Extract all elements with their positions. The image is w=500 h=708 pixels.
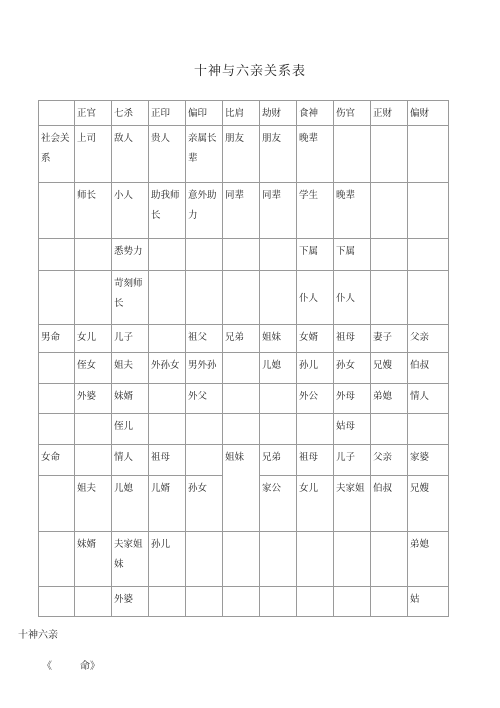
table-cell: 祖父 [186, 325, 223, 353]
table-cell: 敌人 [112, 126, 149, 183]
row-group-label: 男命 [39, 325, 75, 353]
table-cell: 父亲 [371, 445, 408, 476]
table-row [39, 183, 449, 239]
row-group-label [39, 271, 75, 325]
row-group-label [39, 239, 75, 271]
table-cell: 儿子 [112, 325, 149, 353]
table-cell [186, 445, 223, 476]
table-cell: 姐妹 [260, 325, 297, 353]
footer-book-title-open: 《 [42, 661, 52, 672]
table-header-cell: 偏财 [408, 101, 449, 126]
table-cell [149, 587, 186, 617]
row-group-label [39, 587, 75, 617]
table-cell [149, 239, 186, 271]
table-header-row [39, 101, 449, 126]
row-group-label [39, 414, 75, 445]
table-cell: 情人 [112, 445, 149, 476]
table-cell: 伯叔 [371, 476, 408, 532]
table-cell [223, 271, 260, 325]
table-cell: 姑母 [334, 414, 371, 445]
table-cell: 妻子 [371, 325, 408, 353]
table-cell: 下属 [334, 239, 371, 271]
table-cell [75, 414, 112, 445]
table-cell: 家婆 [408, 445, 449, 476]
table-cell [371, 271, 408, 325]
table-cell: 女儿 [75, 325, 112, 353]
table-cell: 女儿 [297, 476, 334, 532]
table-cell [334, 126, 371, 183]
table-header-cell: 食神 [297, 101, 334, 126]
footer-book-title-close: 命》 [80, 661, 100, 672]
table-cell [371, 532, 408, 587]
table-cell [297, 532, 334, 587]
table-cell: 姐妹 [223, 445, 260, 532]
table-cell: 妹婿 [75, 532, 112, 587]
table-row [39, 445, 449, 476]
row-group-label [39, 384, 75, 414]
table-cell [149, 384, 186, 414]
table-cell: 苛刻师长 [112, 271, 149, 325]
table-cell [297, 414, 334, 445]
table-cell: 女婿 [297, 325, 334, 353]
table-cell [186, 587, 223, 617]
table-cell [260, 532, 297, 587]
table-header-cell: 正财 [371, 101, 408, 126]
footer-book-title [42, 657, 100, 672]
table-cell [334, 587, 371, 617]
table-cell [75, 587, 112, 617]
table-cell [371, 239, 408, 271]
table-cell: 孙女 [334, 353, 371, 384]
six-relatives-table [38, 100, 449, 617]
table-cell: 同辈 [260, 183, 297, 239]
table-cell: 兄弟 [223, 325, 260, 353]
table-cell [371, 126, 408, 183]
table-cell [371, 587, 408, 617]
table-cell [223, 353, 260, 384]
table-cell [149, 325, 186, 353]
table-cell: 助我师长 [149, 183, 186, 239]
table-cell [260, 384, 297, 414]
table-cell: 兄嫂 [371, 353, 408, 384]
table-cell [75, 239, 112, 271]
table-row [39, 239, 449, 271]
table-cell: 孙儿 [149, 532, 186, 587]
table-cell: 侄儿 [112, 414, 149, 445]
row-group-label [39, 476, 75, 532]
table-cell [149, 414, 186, 445]
table-cell [149, 271, 186, 325]
table-cell: 同辈 [223, 183, 260, 239]
table-cell: 外母 [334, 384, 371, 414]
table-row [39, 414, 449, 445]
table-cell: 仆人 [334, 271, 371, 325]
table-row [39, 271, 449, 325]
table-header-cell: 劫财 [260, 101, 297, 126]
table-cell [371, 414, 408, 445]
table-cell [223, 587, 260, 617]
table-row [39, 384, 449, 414]
table-cell [75, 445, 112, 476]
table-cell [371, 183, 408, 239]
footer-caption: 十神六亲 [18, 630, 58, 641]
table-row [39, 325, 449, 353]
table-cell: 儿媳 [260, 353, 297, 384]
table-cell [408, 239, 449, 271]
table-cell [408, 414, 449, 445]
table-cell: 外婆 [112, 587, 149, 617]
table-header-cell: 正官 [75, 101, 112, 126]
table-cell: 祖母 [334, 325, 371, 353]
table-cell: 夫家姐 [334, 476, 371, 532]
table-cell: 朋友 [260, 126, 297, 183]
table-header-cell [39, 101, 75, 126]
table-cell: 祖母 [149, 445, 186, 476]
table-cell: 弟媳 [371, 384, 408, 414]
table-cell [75, 271, 112, 325]
table-cell: 下属 [297, 239, 334, 271]
table-cell [186, 239, 223, 271]
table-cell: 家公 [260, 476, 297, 532]
table-header-cell: 伤官 [334, 101, 371, 126]
table-cell: 意外助力 [186, 183, 223, 239]
table-cell [223, 384, 260, 414]
table-cell: 姑 [408, 587, 449, 617]
table-row [39, 532, 449, 587]
table-cell: 外公 [297, 384, 334, 414]
table-cell: 上司 [75, 126, 112, 183]
table-cell: 晚辈 [334, 183, 371, 239]
table-cell: 夫家姐妹 [112, 532, 149, 587]
table-row [39, 353, 449, 384]
table-header-cell: 偏印 [186, 101, 223, 126]
table-cell [223, 532, 260, 587]
table-cell: 儿子 [334, 445, 371, 476]
table-cell: 儿媳 [112, 476, 149, 532]
table-cell [186, 532, 223, 587]
table-cell [260, 414, 297, 445]
table-header-cell: 正印 [149, 101, 186, 126]
table-cell [297, 587, 334, 617]
table-cell [408, 126, 449, 183]
table-cell: 兄弟 [260, 445, 297, 476]
table-cell: 学生 [297, 183, 334, 239]
table-cell: 小人 [112, 183, 149, 239]
table-cell: 外孙女 [149, 353, 186, 384]
table-cell: 晚辈 [297, 126, 334, 183]
table-cell [408, 271, 449, 325]
page-title: 十神与六亲关系表 [193, 64, 306, 79]
table-cell: 外父 [186, 384, 223, 414]
row-group-label: 女命 [39, 445, 75, 476]
table-cell [260, 271, 297, 325]
row-group-label [39, 353, 75, 384]
table-cell: 仆人 [297, 271, 334, 325]
table-cell: 贵人 [149, 126, 186, 183]
table-cell [260, 239, 297, 271]
table-cell: 妹婿 [112, 384, 149, 414]
table-cell: 姐夫 [112, 353, 149, 384]
table-cell [334, 532, 371, 587]
table-cell: 情人 [408, 384, 449, 414]
table-row [39, 126, 449, 183]
row-group-label [39, 532, 75, 587]
table-cell: 亲属长辈 [186, 126, 223, 183]
table-cell: 孙女 [186, 476, 223, 532]
table-header-cell: 七杀 [112, 101, 149, 126]
table-cell [223, 239, 260, 271]
table-cell: 侄女 [75, 353, 112, 384]
table-cell: 外婆 [75, 384, 112, 414]
table-cell: 儿婿 [149, 476, 186, 532]
table-cell: 伯叔 [408, 353, 449, 384]
table-cell: 姐夫 [75, 476, 112, 532]
row-group-label [39, 183, 75, 239]
row-group-label: 社会关系 [39, 126, 75, 183]
table-cell: 父亲 [408, 325, 449, 353]
table-cell: 朋友 [223, 126, 260, 183]
table-cell: 悉势力 [112, 239, 149, 271]
table-cell [408, 183, 449, 239]
table-cell: 男外孙 [186, 353, 223, 384]
table-header-cell: 比肩 [223, 101, 260, 126]
table-cell: 祖母 [297, 445, 334, 476]
table-cell [260, 587, 297, 617]
table-cell: 弟媳 [408, 532, 449, 587]
table-cell [223, 414, 260, 445]
table-cell: 师长 [75, 183, 112, 239]
table-row [39, 587, 449, 617]
table-cell [186, 271, 223, 325]
table-cell: 孙儿 [297, 353, 334, 384]
table-cell [186, 414, 223, 445]
table-cell: 兄嫂 [408, 476, 449, 532]
